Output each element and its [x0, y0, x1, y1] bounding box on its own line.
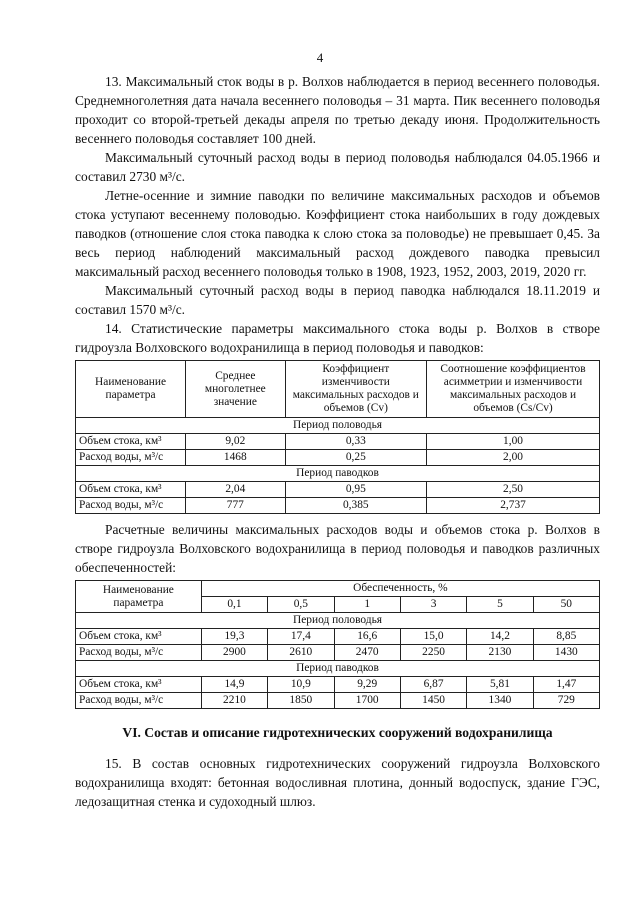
- probability-table: [75, 580, 600, 709]
- cell: 2,737: [427, 498, 600, 514]
- cell: 2900: [201, 645, 267, 661]
- cell: 14,2: [467, 629, 533, 645]
- section-freshet: Период паводков: [76, 466, 600, 482]
- header-prob-col: 0,1: [201, 597, 267, 613]
- header-parameter: Наименование параметра: [76, 581, 202, 613]
- section-row: [76, 613, 600, 629]
- header-parameter: Наименование параметра: [76, 361, 186, 418]
- cell: 2250: [400, 645, 466, 661]
- section-row: [76, 661, 600, 677]
- cell: 2,04: [186, 482, 286, 498]
- paragraph-15: 15. В состав основных гидротехнических сооружений гидроузла Волховского водохранилища входят: бетонная водосливная плотина, донный водоспуск, здание ГЭС, ледозащитная стенка и судоходный шлюз.: [75, 756, 600, 809]
- header-cs-cv: Соотношение коэффициентов асимметрии и изменчивости максимальных расходов и объемов (Cs/Cv): [427, 361, 600, 418]
- cell: 1,47: [533, 677, 599, 693]
- cell: 15,0: [400, 629, 466, 645]
- cell: 17,4: [268, 629, 334, 645]
- cell: Объем стока, км³: [76, 677, 202, 693]
- page-number: 4: [316, 50, 324, 65]
- cell: Объем стока, км³: [76, 434, 186, 450]
- header-cv: Коэффициент изменчивости максимальных расходов и объемов (Cv): [285, 361, 426, 418]
- header-prob-col: 3: [400, 597, 466, 613]
- section-row: [76, 418, 600, 434]
- cell: 9,02: [186, 434, 286, 450]
- document-body: [75, 72, 600, 811]
- section-flood: Период половодья: [76, 418, 600, 434]
- cell: Расход воды, м³/с: [76, 645, 202, 661]
- paragraph-13-max-flood: Максимальный суточный расход воды в период половодья наблюдался 04.05.1966 и составил 2730 м³/с.: [75, 150, 600, 184]
- cell: Расход воды, м³/с: [76, 498, 186, 514]
- header-prob-col: 5: [467, 597, 533, 613]
- header-prob-col: 1: [334, 597, 400, 613]
- cell: 1450: [400, 693, 466, 709]
- cell: 16,6: [334, 629, 400, 645]
- cell: 1340: [467, 693, 533, 709]
- header-mean: Среднее многолетнее значение: [186, 361, 286, 418]
- header-probability: Обеспеченность, %: [201, 581, 599, 597]
- cell: 2130: [467, 645, 533, 661]
- table-row: [76, 645, 600, 661]
- cell: 2,50: [427, 482, 600, 498]
- cell: 2470: [334, 645, 400, 661]
- table-row: [76, 629, 600, 645]
- cell: 0,385: [285, 498, 426, 514]
- paragraph-14: 14. Статистические параметры максимального стока воды р. Волхов в створе гидроузла Волховского водохранилища в период половодья и паводков:: [75, 321, 600, 355]
- table-row: [76, 498, 600, 514]
- cell: Расход воды, м³/с: [76, 693, 202, 709]
- paragraph-13-max-freshet: Максимальный суточный расход воды в период паводка наблюдался 18.11.2019 и составил 1570 м³/с.: [75, 283, 600, 317]
- section-heading: VI. Состав и описание гидротехнических сооружений водохранилища: [122, 725, 553, 740]
- table-header-row: [76, 361, 600, 418]
- cell: 2,00: [427, 450, 600, 466]
- cell: 0,33: [285, 434, 426, 450]
- table-row: [76, 450, 600, 466]
- cell: 1700: [334, 693, 400, 709]
- cell: 6,87: [400, 677, 466, 693]
- cell: Объем стока, км³: [76, 629, 202, 645]
- table-row: [76, 693, 600, 709]
- cell: Расход воды, м³/с: [76, 450, 186, 466]
- header-prob-col: 50: [533, 597, 599, 613]
- table-row: [76, 677, 600, 693]
- cell: 14,9: [201, 677, 267, 693]
- paragraph-13: 13. Максимальный сток воды в р. Волхов наблюдается в период весеннего половодья. Среднемноголетняя дата начала весеннего половодья – 31 марта. Пик весеннего половодья проходит со второй-третьей декады апреля по третью декаду июня. Продолжительность весеннего половодья составляет 100 дней.: [75, 74, 600, 146]
- cell: 10,9: [268, 677, 334, 693]
- cell: 1430: [533, 645, 599, 661]
- table-header-row: [76, 581, 600, 597]
- cell: 19,3: [201, 629, 267, 645]
- cell: 9,29: [334, 677, 400, 693]
- cell: 5,81: [467, 677, 533, 693]
- cell: 0,95: [285, 482, 426, 498]
- cell: 1468: [186, 450, 286, 466]
- section-freshet: Период паводков: [76, 661, 600, 677]
- cell: 1850: [268, 693, 334, 709]
- paragraph-14-design-values: Расчетные величины максимальных расходов воды и объемов стока р. Волхов в створе гидроузла Волховского водохранилища в период половодья и паводков различных обеспеченностей:: [75, 522, 600, 575]
- section-flood: Период половодья: [76, 613, 600, 629]
- paragraph-13-freshets: Летне-осенние и зимние паводки по величине максимальных расходов и объемов стока уступают весеннему половодью. Коэффициент стока наибольших в году дождевых паводков (отношение слоя стока паводка к слою стока за половодье) не превышает 0,45. За весь период наблюдений максимальный расход дождевого паводка превысил максимальный расход весеннего половодья только в 1908, 1923, 1952, 2003, 2019, 2020 гг.: [75, 188, 600, 279]
- cell: 0,25: [285, 450, 426, 466]
- table-row: [76, 482, 600, 498]
- cell: 2610: [268, 645, 334, 661]
- cell: Объем стока, км³: [76, 482, 186, 498]
- table-row: [76, 434, 600, 450]
- section-row: [76, 466, 600, 482]
- cell: 2210: [201, 693, 267, 709]
- header-prob-col: 0,5: [268, 597, 334, 613]
- statistics-table: [75, 360, 600, 514]
- cell: 729: [533, 693, 599, 709]
- cell: 1,00: [427, 434, 600, 450]
- cell: 777: [186, 498, 286, 514]
- cell: 8,85: [533, 629, 599, 645]
